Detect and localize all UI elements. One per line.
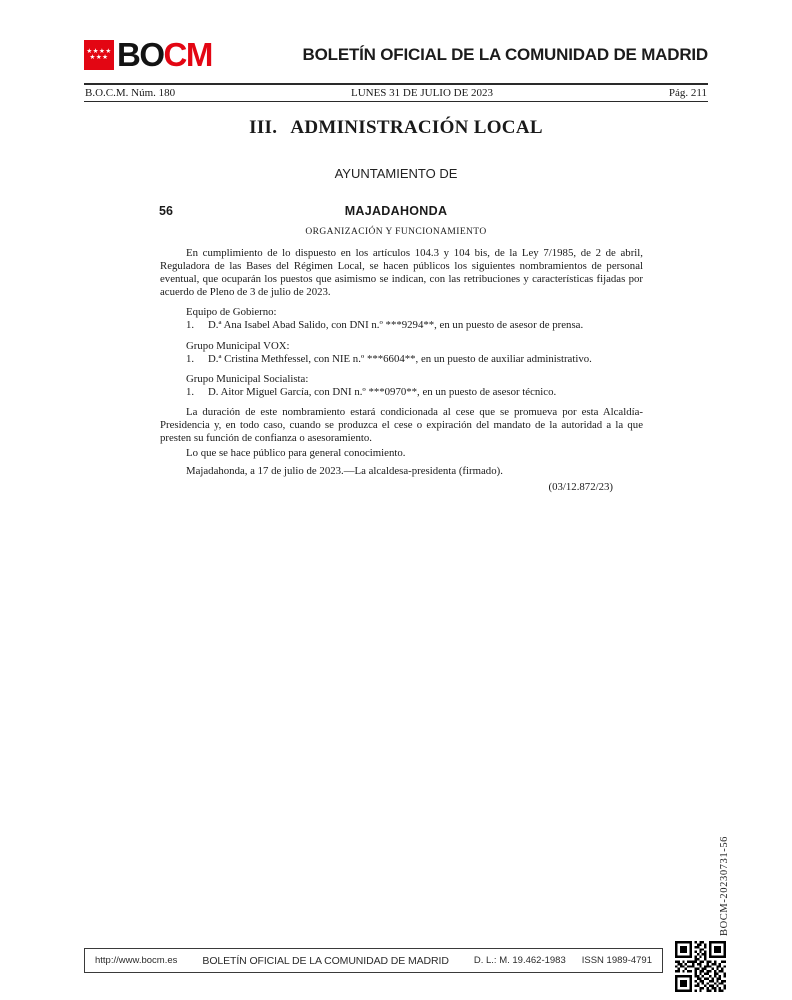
section-title: ADMINISTRACIÓN LOCAL <box>290 117 543 138</box>
reference-number: (03/12.872/23) <box>548 481 613 494</box>
organization-heading: AYUNTAMIENTO DE <box>334 166 458 181</box>
flag-stars-row2: ★★★ <box>89 54 109 61</box>
list-item-marker: 1. <box>186 385 195 398</box>
list-item <box>160 319 643 332</box>
section-number: III. <box>249 117 278 138</box>
announcement-number: 56 <box>159 204 173 218</box>
list-item-marker: 1. <box>186 352 195 365</box>
announcement-heading-row <box>84 204 708 219</box>
logo-text-cm: CM <box>163 36 212 73</box>
document-code-vertical: BOCM-20230731-56 <box>719 835 730 936</box>
subject-heading: ORGANIZACIÓN Y FUNCIONAMIENTO <box>305 227 487 237</box>
header-rule-bottom <box>84 101 708 102</box>
page-content <box>84 0 708 495</box>
list-item-text: D.ª Ana Isabel Abad Salido, con DNI n.º ***9294**, en un puesto de asesor de prensa. <box>208 319 584 332</box>
page-header <box>84 38 708 72</box>
bocm-logo <box>84 36 212 73</box>
public-notice-paragraph: Lo que se hace público para general conocimiento. <box>186 447 406 460</box>
list-item-marker: 1. <box>186 319 195 332</box>
municipality-heading: MAJADAHONDA <box>344 204 448 218</box>
qr-code-svg <box>675 941 726 992</box>
section-heading <box>84 117 708 139</box>
issue-date: LUNES 31 DE JULIO DE 2023 <box>350 87 494 99</box>
meta-row <box>84 85 708 100</box>
madrid-flag-icon <box>84 40 114 70</box>
group-heading: Grupo Municipal Socialista: <box>186 372 309 385</box>
footer-issn: ISSN 1989-4791 <box>581 955 652 966</box>
bocm-logo-text <box>117 36 212 73</box>
footer-bar <box>84 948 663 973</box>
issue-number: B.O.C.M. Núm. 180 <box>85 87 176 99</box>
announcement-body <box>160 247 643 495</box>
list-item <box>160 386 643 399</box>
footer-url-link[interactable]: http://www.bocm.es <box>95 955 178 966</box>
duration-paragraph: La duración de este nombramiento estará condicionada al cese que se promueva por esta Alcaldía-Presidencia y, en todo caso, cuando se produzca el cese o expiración del mandato de la autoridad a la que presten su función de confianza o asesoramiento. <box>160 405 643 445</box>
footer-deposit-legal: D. L.: M. 19.462-1983 <box>473 955 566 966</box>
list-item <box>160 353 643 366</box>
footer-bulletin-title: BOLETÍN OFICIAL DE LA COMUNIDAD DE MADRID <box>202 954 449 967</box>
list-item-text: D. Aitor Miguel García, con DNI n.º ***0970**, en un puesto de asesor técnico. <box>208 385 557 398</box>
flag-stars-row1: ★★★★ <box>86 47 112 55</box>
bulletin-title: BOLETÍN OFICIAL DE LA COMUNIDAD DE MADRID <box>302 45 708 64</box>
list-item-text: D.ª Cristina Methfessel, con NIE n.º ***6604**, en un puesto de auxiliar administrativo. <box>208 352 592 365</box>
footer-legal-ids <box>474 955 652 966</box>
page-number: Pág. 211 <box>668 87 707 99</box>
logo-text-bo: BO <box>117 36 164 73</box>
intro-paragraph: En cumplimiento de lo dispuesto en los artículos 104.3 y 104 bis, de la Ley 7/1985, de 2 de abril, Reguladora de las Bases del Régimen Local, se hacen públicos los siguientes nombramientos de personal eventual, que ocuparán los puestos que asimismo se indican, con las retribuciones y características fijadas por acuerdo de Pleno de 3 de julio de 2023. <box>160 247 643 299</box>
group-heading: Equipo de Gobierno: <box>186 306 277 319</box>
group-heading: Grupo Municipal VOX: <box>186 339 290 352</box>
signature-paragraph: Majadahonda, a 17 de julio de 2023.—La alcaldesa-presidenta (firmado). <box>186 465 503 478</box>
qr-code <box>675 941 726 992</box>
